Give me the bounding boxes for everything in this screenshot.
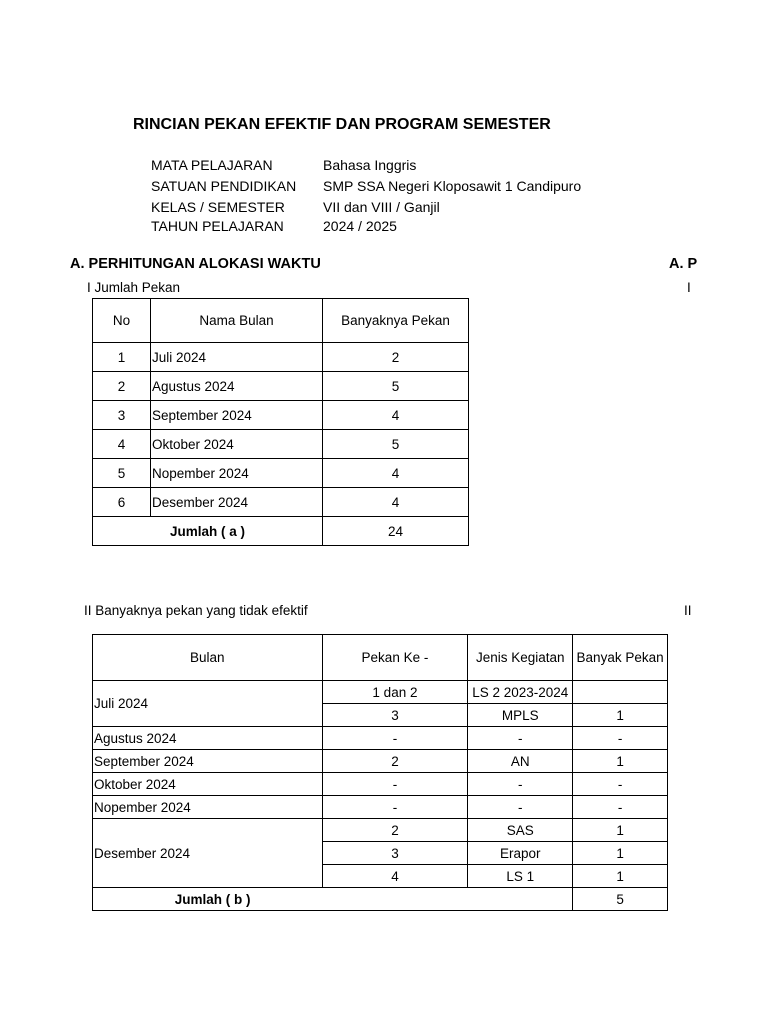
header-nama-bulan: Nama Bulan — [151, 299, 323, 343]
cell-no: 6 — [93, 488, 151, 517]
cell-bulan: September 2024 — [93, 750, 323, 773]
cell-pekan: 5 — [323, 430, 469, 459]
table-row — [93, 819, 668, 842]
cell-banyak-pekan: 1 — [573, 819, 668, 842]
cell-jenis-kegiatan: AN — [468, 750, 573, 773]
table-row — [93, 727, 668, 750]
table-header-row — [93, 299, 469, 343]
cell-no: 5 — [93, 459, 151, 488]
cell-banyak-pekan: 1 — [573, 865, 668, 888]
table-row — [93, 459, 469, 488]
total-value-b: 5 — [573, 888, 668, 911]
cell-jenis-kegiatan: LS 2 2023-2024 — [468, 681, 573, 704]
cell-bulan: Desember 2024 — [151, 488, 323, 517]
meta-label-satuan-pendidikan: SATUAN PENDIDIKAN — [151, 178, 297, 194]
header-no: No — [93, 299, 151, 343]
cell-pekan-ke: - — [322, 796, 468, 819]
cell-bulan: Desember 2024 — [93, 819, 323, 888]
cell-jenis-kegiatan: - — [468, 727, 573, 750]
table-row — [93, 488, 469, 517]
cell-pekan-ke: 2 — [322, 819, 468, 842]
cell-bulan: Nopember 2024 — [151, 459, 323, 488]
cell-pekan-ke: 2 — [322, 750, 468, 773]
cell-pekan-ke: - — [322, 773, 468, 796]
subsection-i-label: I Jumlah Pekan — [87, 280, 181, 295]
header-bulan: Bulan — [93, 635, 323, 681]
section-a-title: A. PERHITUNGAN ALOKASI WAKTU — [70, 256, 321, 272]
cell-jenis-kegiatan: Erapor — [468, 842, 573, 865]
header-pekan-ke: Pekan Ke - — [322, 635, 468, 681]
meta-value-mata-pelajaran: Bahasa Inggris — [323, 157, 417, 173]
table-row — [93, 773, 668, 796]
cell-pekan: 2 — [323, 343, 469, 372]
table-row — [93, 796, 668, 819]
cell-pekan: 4 — [323, 401, 469, 430]
cell-banyak-pekan: - — [573, 773, 668, 796]
meta-label-mata-pelajaran: MATA PELAJARAN — [151, 157, 273, 173]
cell-jenis-kegiatan: - — [468, 796, 573, 819]
cell-no: 4 — [93, 430, 151, 459]
total-value-a: 24 — [323, 517, 469, 546]
cell-pekan: 5 — [323, 372, 469, 401]
cell-bulan: Oktober 2024 — [151, 430, 323, 459]
header-banyaknya-pekan: Banyaknya Pekan — [323, 299, 469, 343]
cell-jenis-kegiatan: LS 1 — [468, 865, 573, 888]
cell-bulan: Nopember 2024 — [93, 796, 323, 819]
table-row — [93, 372, 469, 401]
cell-pekan-ke: - — [322, 727, 468, 750]
cell-banyak-pekan: - — [573, 727, 668, 750]
cell-jenis-kegiatan: - — [468, 773, 573, 796]
cell-banyak-pekan: 1 — [573, 750, 668, 773]
subsection-i-clipped: I — [687, 280, 691, 295]
header-banyak-pekan: Banyak Pekan — [573, 635, 668, 681]
cell-pekan-ke: 3 — [322, 704, 468, 727]
cell-pekan-ke: 3 — [322, 842, 468, 865]
cell-banyak-pekan: 1 — [573, 842, 668, 865]
meta-value-kelas-semester: VII dan VIII / Ganjil — [323, 199, 440, 215]
total-label-a: Jumlah ( a ) — [93, 517, 323, 546]
cell-banyak-pekan — [573, 681, 668, 704]
header-jenis-kegiatan: Jenis Kegiatan — [468, 635, 573, 681]
section-a-title-clipped: A. P — [669, 256, 698, 272]
total-label-b: Jumlah ( b ) — [93, 888, 573, 911]
table-row — [93, 343, 469, 372]
cell-jenis-kegiatan: SAS — [468, 819, 573, 842]
meta-label-tahun-pelajaran: TAHUN PELAJARAN — [151, 218, 284, 234]
subsection-ii-label: II Banyaknya pekan yang tidak efektif — [84, 603, 308, 618]
pekan-tidak-efektif-table — [92, 634, 668, 911]
cell-banyak-pekan: 1 — [573, 704, 668, 727]
cell-bulan: Oktober 2024 — [93, 773, 323, 796]
cell-pekan: 4 — [323, 488, 469, 517]
table-header-row — [93, 635, 668, 681]
cell-bulan: Juli 2024 — [93, 681, 323, 727]
total-row — [93, 888, 668, 911]
table-row — [93, 681, 668, 704]
total-row — [93, 517, 469, 546]
cell-bulan: Agustus 2024 — [151, 372, 323, 401]
table-row — [93, 430, 469, 459]
meta-label-kelas-semester: KELAS / SEMESTER — [151, 199, 285, 215]
cell-bulan: Agustus 2024 — [93, 727, 323, 750]
cell-pekan-ke: 1 dan 2 — [322, 681, 468, 704]
cell-banyak-pekan: - — [573, 796, 668, 819]
jumlah-pekan-table — [92, 298, 469, 546]
meta-value-satuan-pendidikan: SMP SSA Negeri Kloposawit 1 Candipuro — [323, 178, 582, 194]
cell-no: 1 — [93, 343, 151, 372]
cell-jenis-kegiatan: MPLS — [468, 704, 573, 727]
cell-no: 2 — [93, 372, 151, 401]
cell-bulan: Juli 2024 — [151, 343, 323, 372]
cell-bulan: September 2024 — [151, 401, 323, 430]
cell-no: 3 — [93, 401, 151, 430]
cell-pekan-ke: 4 — [322, 865, 468, 888]
table-row — [93, 750, 668, 773]
cell-pekan: 4 — [323, 459, 469, 488]
page-title: RINCIAN PEKAN EFEKTIF DAN PROGRAM SEMESTER — [133, 116, 551, 133]
meta-value-tahun-pelajaran: 2024 / 2025 — [323, 218, 397, 234]
subsection-ii-clipped: II — [684, 603, 692, 618]
table-row — [93, 401, 469, 430]
